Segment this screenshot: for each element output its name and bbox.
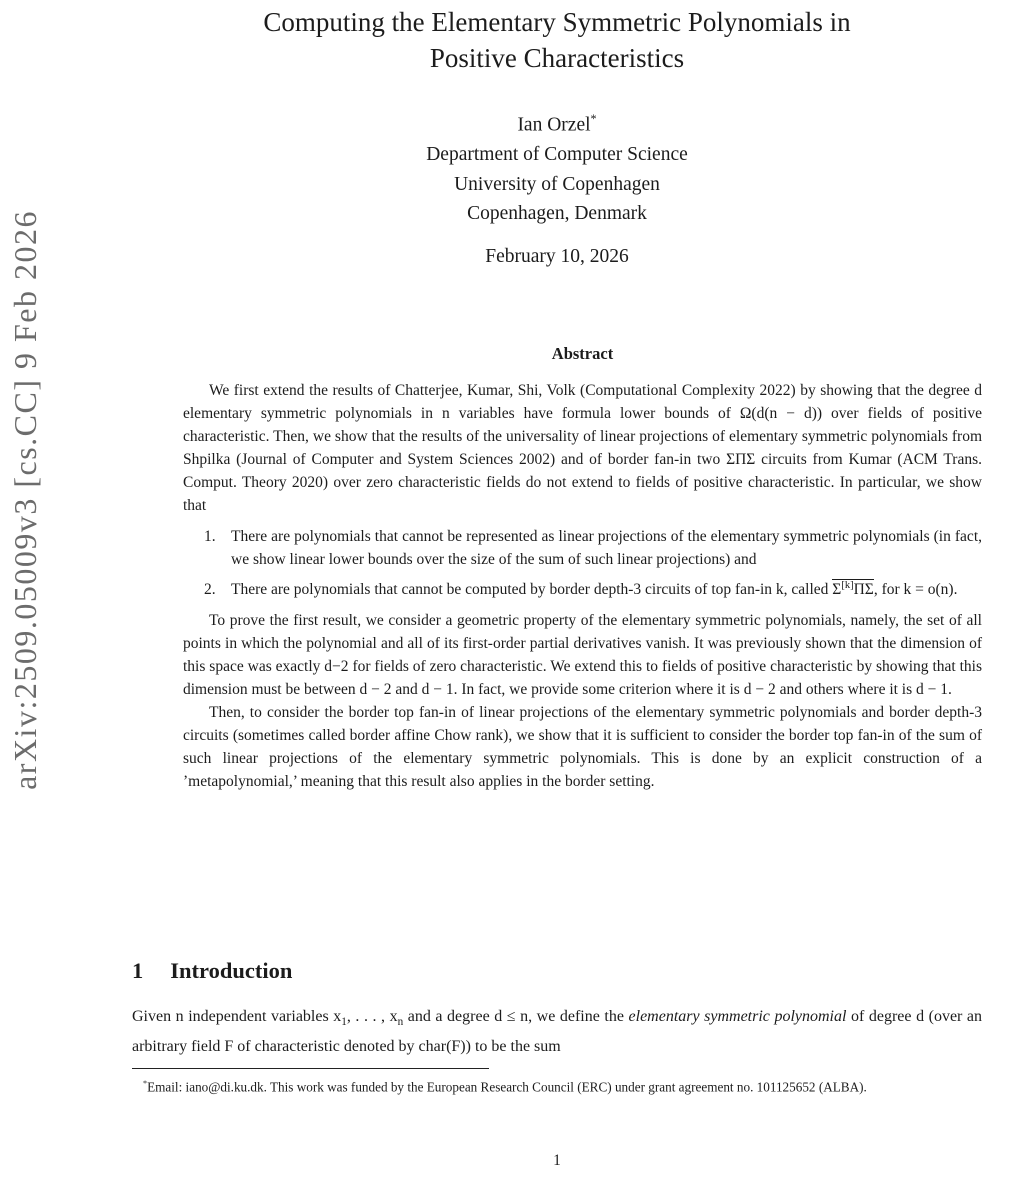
affiliation-department: Department of Computer Science bbox=[426, 144, 688, 165]
abstract-list bbox=[183, 525, 982, 601]
section-title: Introduction bbox=[170, 958, 293, 983]
abstract-section bbox=[183, 344, 982, 793]
author-name bbox=[132, 105, 982, 140]
footnote-rule bbox=[132, 1068, 489, 1069]
list-item-2-text-post: , for k = o(n). bbox=[873, 581, 958, 598]
abstract-paragraph-1: We first extend the results of Chatterjee, Kumar, Shi, Volk (Computational Complexity 2022) by showing that the degree d elementary symmetric polynomials in n variables have formula lower bounds of Ω(d(n − d)) over fields of positive characteristic. Then, we show that the results of the universality of linear projections of elementary symmetric polynomials from Shpilka (Journal of Computer and System Sciences 2002) and of border fan-in two ΣΠΣ circuits from Kumar (ACM Trans. Comput. Theory 2020) over zero characteristic fields do not extend to fields of positive characteristic. In particular, we show that bbox=[183, 382, 982, 514]
footnote-block bbox=[132, 1068, 982, 1097]
list-item-2-text-pre: There are polynomials that cannot be computed by border depth-3 circuits of top fan-in k, called bbox=[231, 581, 833, 598]
author-name-text: Ian Orzel bbox=[517, 114, 591, 136]
title-line-1: Computing the Elementary Symmetric Polynomials in bbox=[263, 7, 851, 37]
sigma-superscript-k: [k] bbox=[841, 579, 854, 591]
section-1-heading bbox=[132, 958, 982, 984]
border-sigma-pi-sigma-notation bbox=[832, 579, 874, 598]
intro-text-3: and a degree d ≤ n, we define the bbox=[403, 1008, 629, 1025]
abstract-body bbox=[183, 379, 982, 793]
list-item-2-text bbox=[231, 578, 982, 601]
footnote-text bbox=[132, 1075, 982, 1097]
affiliation-university: University of Copenhagen bbox=[454, 173, 660, 195]
sigma-symbol: Σ bbox=[832, 581, 842, 598]
main-column bbox=[132, 0, 982, 1179]
list-item-1-number: 1. bbox=[204, 528, 216, 545]
affiliation-city: Copenhagen, Denmark bbox=[467, 203, 647, 224]
introduction-section bbox=[132, 958, 982, 1058]
list-item-2 bbox=[204, 578, 982, 601]
arxiv-sidebar-label: arXiv:2509.05009v3 [cs.CC] 9 Feb 2026 bbox=[7, 210, 43, 790]
footnote-body: Email: iano@di.ku.dk. This work was funded by the European Research Council (ERC) under grant agreement no. 101125652 (ALBA). bbox=[147, 1079, 867, 1095]
paper-title bbox=[132, 4, 982, 76]
intro-text-4: of degree d (over an arbitrary field F of characteristic denoted by char(F)) to be the sum bbox=[132, 1008, 983, 1055]
title-line-2: Positive Characteristics bbox=[429, 43, 685, 73]
abstract-paragraph-3: Then, to consider the border top fan-in of linear projections of the elementary symmetric polynomials and border depth-3 circuits (sometimes called border affine Chow rank), we show that it is sufficient to consider the border top fan-in of the sum of such linear projections of the elementary symmetric polynomials. This is done by an explicit construction of a ’metapolynomial,’ meaning that this result also applies in the border setting. bbox=[183, 704, 982, 790]
paper-date: February 10, 2026 bbox=[485, 245, 629, 267]
list-item-1 bbox=[204, 525, 982, 571]
paper-header bbox=[132, 4, 982, 268]
abstract-heading: Abstract bbox=[551, 344, 614, 363]
author-footnote-mark: * bbox=[590, 112, 597, 126]
intro-paragraph bbox=[132, 1005, 982, 1058]
pi-sigma-symbols: ΠΣ bbox=[853, 581, 874, 598]
subscript-1: 1 bbox=[341, 1016, 347, 1029]
intro-text-2: , . . . , x bbox=[346, 1008, 398, 1025]
author-block bbox=[132, 105, 982, 229]
list-item-1-text: There are polynomials that cannot be represented as linear projections of the elementary symmetric polynomials (in fact, we show linear lower bounds over the size of the sum of such linear projections) and bbox=[231, 528, 982, 568]
section-number: 1 bbox=[132, 958, 144, 983]
page-number: 1 bbox=[553, 1152, 561, 1169]
subscript-n: n bbox=[397, 1016, 404, 1029]
list-item-2-number: 2. bbox=[204, 581, 216, 598]
intro-text-1: Given n independent variables x bbox=[132, 1008, 342, 1025]
emphasized-term: elementary symmetric polynomial bbox=[628, 1008, 847, 1025]
footnote-mark: * bbox=[143, 1079, 148, 1088]
abstract-paragraph-2: To prove the first result, we consider a geometric property of the elementary symmetric polynomials, namely, the set of all points in which the polynomial and all of its first-order partial derivatives vanish. It was previously shown that the dimension of this space was exactly d−2 for fields of zero characteristic. We extend this to fields of positive characteristic by showing that this dimension must be between d − 2 and d − 1. In fact, we provide some criterion where it is d − 2 and others where it is d − 1. bbox=[183, 612, 982, 698]
